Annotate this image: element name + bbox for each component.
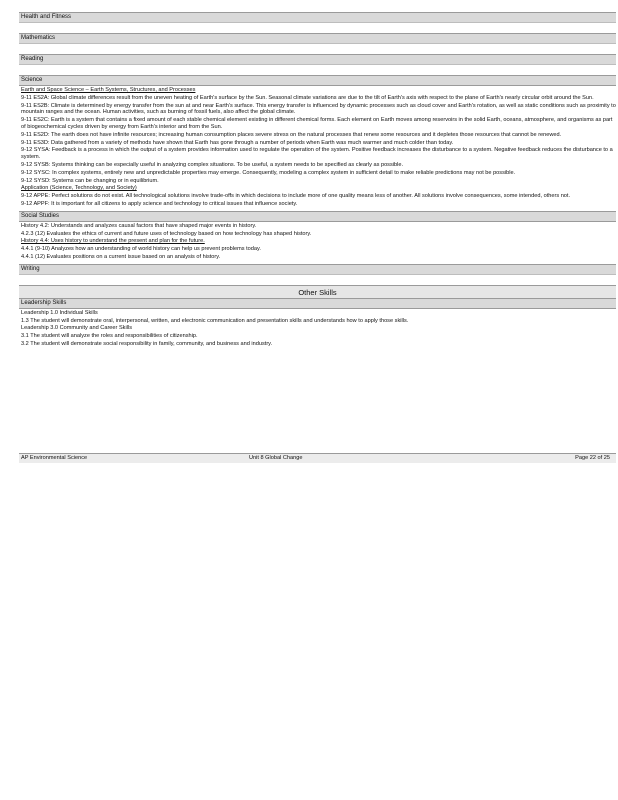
science-line: 9-11 ES2A: Global climate differences result from the uneven heating of Earth's surface by the Sun. Seasonal climate variations are due to the tilt of Earth's axis with respect to the plane of Earth's nearly circular orbit around the Sun. [21, 94, 594, 101]
page-footer [19, 453, 616, 463]
health-fitness-body [19, 22, 616, 33]
science-line: 9-11 ES3D: Data gathered from a variety of methods have shown that Earth has gone through a number of periods when Earth was much warmer and much colder than today. [21, 139, 454, 146]
mathematics-body [19, 43, 616, 54]
mathematics-header: Mathematics [19, 33, 616, 43]
social-line: History 4.4: Uses history to understand the present and plan for the future. [21, 238, 205, 245]
science-line: 9-11 ES2D: The earth does not have infinite resources; increasing human consumption places severe stress on the natural processes that renew some resources and it depletes those resources that cannot be renewed. [21, 131, 562, 138]
social-line: History 4.2: Understands and analyzes causal factors that have shaped major events in history. [21, 222, 257, 229]
footer-unit: Unit 8 Global Change [249, 455, 303, 461]
leadership-line: 1.3 The student will demonstrate oral, interpersonal, written, and electronic communication and presentation skills and understands how to apply those skills. [21, 317, 409, 324]
leadership-line: Leadership 1.0 Individual Skills [21, 309, 98, 316]
science-line: 9-12 APPE: Perfect solutions do not exist. All technological solutions involve trade-offs in which decisions to include more of one quality means less of another. All solutions involve consequences, some intended, others not. [21, 193, 571, 200]
science-line: 9-12 SYSD: Systems can be changing or in equilibrium. [21, 177, 159, 184]
social-line: 4.4.1 (9-10) Analyzes how an understanding of world history can help us prevent problems today. [21, 246, 261, 253]
science-line: 9-12 SYSB: Systems thinking can be especially useful in analyzing complex situations. To be useful, a system needs to be specified as clearly as possible. [21, 161, 404, 168]
standards-page [19, 12, 616, 351]
leadership-line: Leadership 3.0 Community and Career Skills [21, 325, 132, 332]
science-line: 9-12 APPF: It is important for all citizens to apply science and technology to critical issues that influence society. [21, 200, 298, 207]
other-skills-title: Other Skills [19, 285, 616, 298]
social-line: 4.4.1 (12) Evaluates positions on a current issue based on an analysis of history. [21, 253, 221, 260]
footer-page-number: Page 22 of 25 [575, 455, 610, 461]
science-line: 9-11 ES2C: Earth is a system that contains a fixed amount of each stable chemical element existing in different chemical forms. Each element on Earth moves among reservoirs in the solid Earth, oceans, atmosphere, and organisms as part of biogeochemical cycles driven by energy from Earth's interior and from the Sun. [21, 117, 613, 130]
social-line: 4.2.3 (12) Evaluates the ethics of current and future uses of technology based on how technology has shaped history. [21, 230, 312, 237]
science-line: Application (Science, Technology, and Society) [21, 185, 137, 192]
social-studies-body [19, 221, 616, 264]
reading-header: Reading [19, 54, 616, 64]
science-header: Science [19, 75, 616, 85]
science-body [19, 85, 616, 211]
writing-header: Writing [19, 264, 616, 274]
science-line: 9-12 SYSA: Feedback is a process in which the output of a system provides information used to regulate the operation of the system. Positive feedback increases the disturbance to a system. Negative feedback reduces the disturbance to a system. [21, 147, 613, 161]
science-line: 9-11 ES2B: Climate is determined by energy transfer from the sun at and near Earth's surface. This energy transfer is influenced by dynamic processes such as cloud cover and Earth's rotation, as well as static conditions such as proximity to mountain ranges and the ocean. Human activities, such as burning of fossil fuels, also affect the global climate. [21, 102, 616, 116]
footer-course: AP Environmental Science [21, 455, 88, 461]
science-line: 9-12 SYSC: In complex systems, entirely new and unpredictable properties may emerge. Consequently, modeling a complex system in sufficient detail to make reliable predictions may not be possible. [21, 169, 516, 176]
writing-body [19, 274, 616, 285]
leadership-line: 3.2 The student will demonstrate social responsibility in family, community, and business and industry. [21, 340, 273, 347]
reading-body [19, 64, 616, 75]
leadership-line: 3.1 The student will analyze the roles and responsibilities of citizenship. [21, 333, 198, 340]
leadership-body [19, 308, 616, 351]
leadership-header: Leadership Skills [19, 298, 616, 308]
science-line: Earth and Space Science – Earth Systems, Structures, and Processes [21, 87, 196, 93]
social-studies-header: Social Studies [19, 211, 616, 221]
health-fitness-header: Health and Fitness [19, 12, 616, 22]
